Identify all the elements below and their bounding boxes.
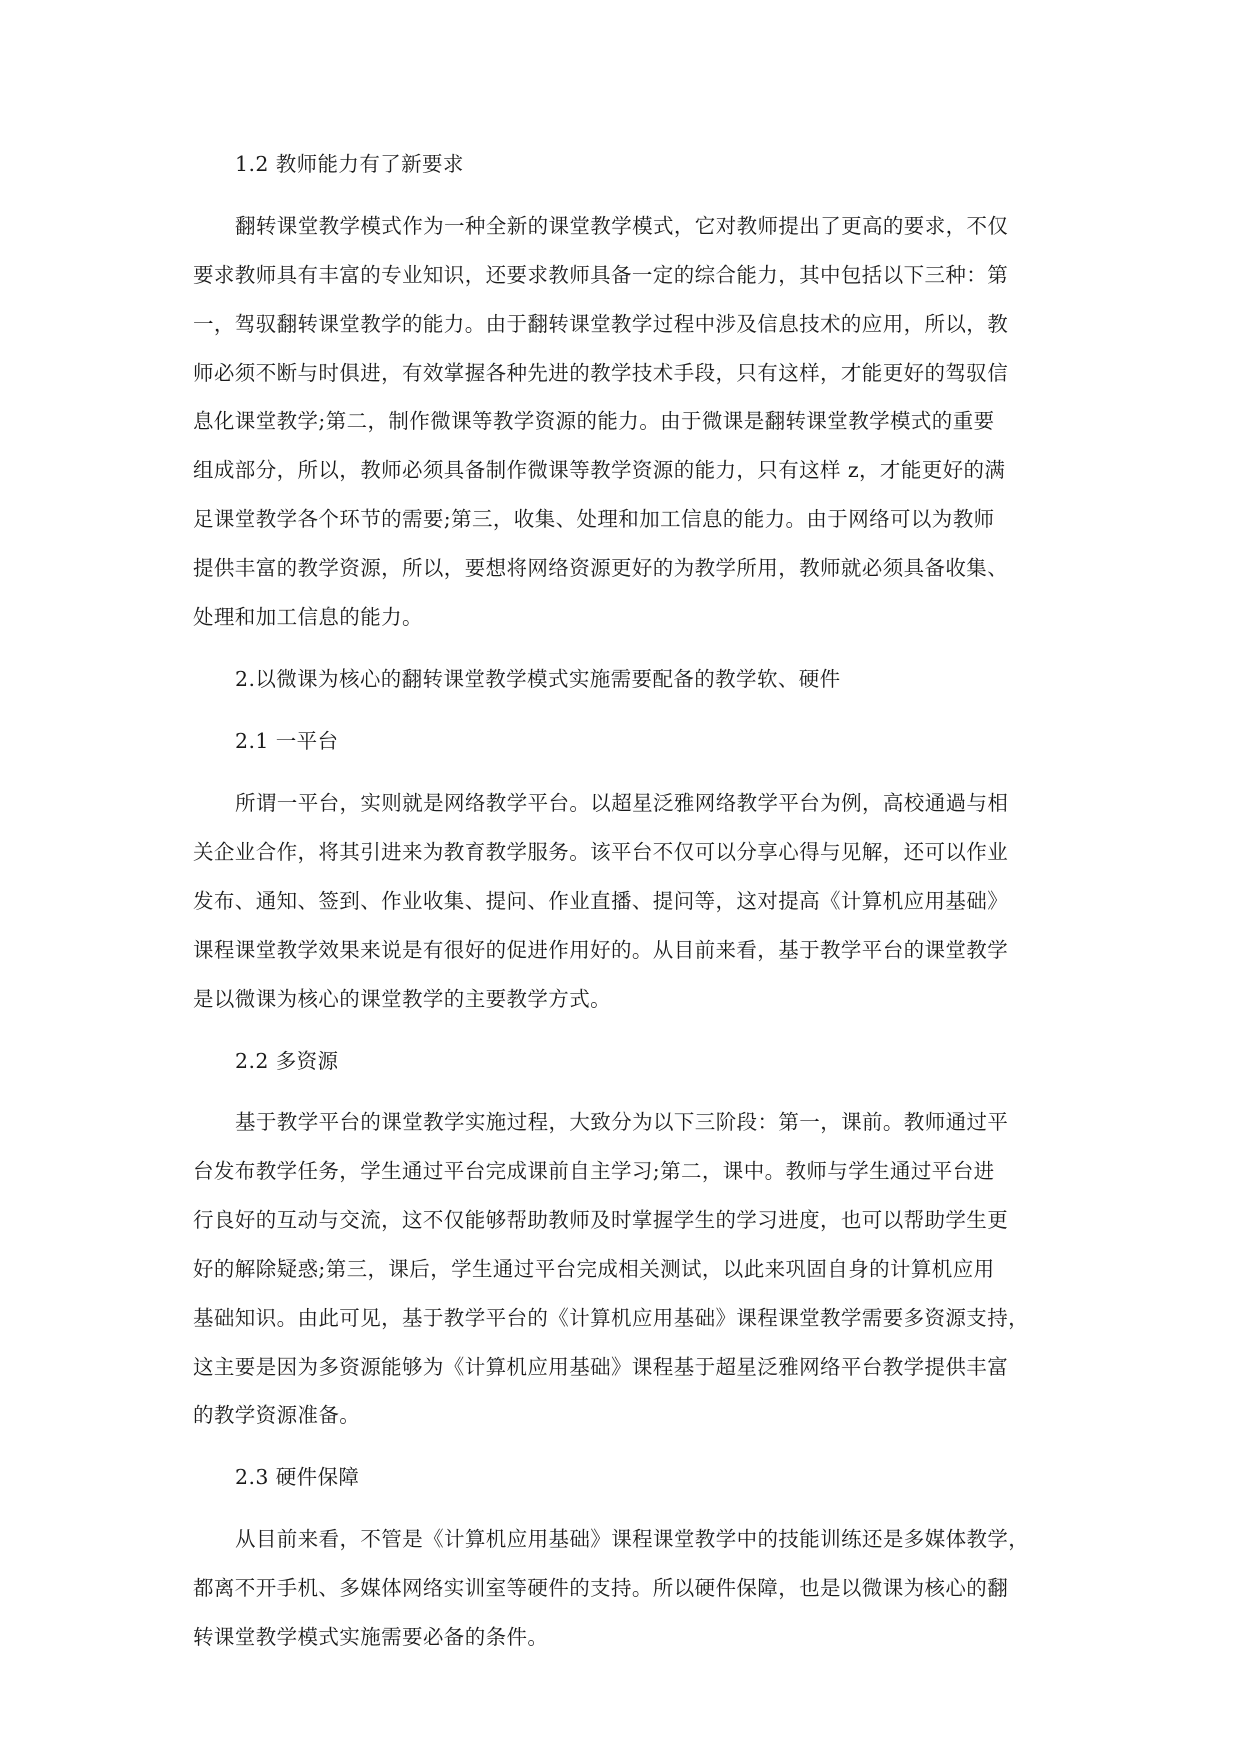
para3-line-2: 台发布教学任务，学生通过平台完成课前自主学习;第二，课中。教师与学生通过平台进: [193, 1159, 995, 1183]
heading-2: 2.以微课为核心的翻转课堂教学模式实施需要配备的教学软、硬件: [235, 667, 841, 691]
para1-line-6: 组成部分，所以，教师必须具备制作微课等教学资源的能力，只有这样 z，才能更好的满: [193, 458, 1006, 482]
para4-line-1: 从目前来看，不管是《计算机应用基础》课程课堂教学中的技能训练还是多媒体教学，: [235, 1527, 1030, 1551]
para1-line-8: 提供丰富的教学资源，所以，要想将网络资源更好的为教学所用，教师就必须具备收集、: [193, 556, 1009, 580]
para1-line-5: 息化课堂教学;第二，制作微课等教学资源的能力。由于微课是翻转课堂教学模式的重要: [193, 409, 995, 433]
para3-line-1: 基于教学平台的课堂教学实施过程，大致分为以下三阶段：第一，课前。教师通过平: [235, 1110, 1009, 1134]
para2-line-1: 所谓一平台，实则就是网络教学平台。以超星泛雅网络教学平台为例，高校通過与相: [235, 791, 1009, 815]
para3-line-3: 行良好的互动与交流，这不仅能够帮助教师及时掌握学生的学习进度，也可以帮助学生更: [193, 1208, 1009, 1232]
para1-line-1: 翻转课堂教学模式作为一种全新的课堂教学模式，它对教师提出了更高的要求，不仅: [235, 214, 1009, 238]
para2-line-4: 课程课堂教学效果来说是有很好的促进作用好的。从目前来看，基于教学平台的课堂教学: [193, 938, 1009, 962]
para4-line-2: 都离不开手机、多媒体网络实训室等硬件的支持。所以硬件保障，也是以微课为核心的翻: [193, 1576, 1009, 1600]
heading-2-1: 2.1 一平台: [235, 729, 339, 753]
para2-line-5: 是以微课为核心的课堂教学的主要教学方式。: [193, 987, 611, 1011]
para4-line-3: 转课堂教学模式实施需要必备的条件。: [193, 1625, 549, 1649]
para3-line-5: 基础知识。由此可见，基于教学平台的《计算机应用基础》课程课堂教学需要多资源支持，: [193, 1306, 1029, 1330]
heading-2-3: 2.3 硬件保障: [235, 1465, 360, 1489]
para2-line-3: 发布、通知、签到、作业收集、提问、作业直播、提问等，这对提高《计算机应用基础》: [193, 889, 1009, 913]
para3-line-7: 的教学资源准备。: [193, 1403, 361, 1427]
para1-line-2: 要求教师具有丰富的专业知识，还要求教师具备一定的综合能力，其中包括以下三种：第: [193, 263, 1009, 287]
heading-1-2: 1.2 教师能力有了新要求: [235, 152, 464, 176]
para2-line-2: 关企业合作，将其引进来为教育教学服务。该平台不仅可以分享心得与见解，还可以作业: [193, 840, 1009, 864]
para1-line-9: 处理和加工信息的能力。: [193, 605, 423, 629]
para1-line-7: 足课堂教学各个环节的需要;第三，收集、处理和加工信息的能力。由于网络可以为教师: [193, 507, 995, 531]
para3-line-6: 这主要是因为多资源能够为《计算机应用基础》课程基于超星泛雅网络平台教学提供丰富: [193, 1355, 1009, 1379]
para1-line-4: 师必须不断与时俱进，有效掌握各种先进的教学技术手段，只有这样，才能更好的驾驭信: [193, 361, 1009, 385]
heading-2-2: 2.2 多资源: [235, 1049, 339, 1073]
para1-line-3: 一，驾驭翻转课堂教学的能力。由于翻转课堂教学过程中涉及信息技术的应用，所以，教: [193, 312, 1009, 336]
para3-line-4: 好的解除疑惑;第三，课后，学生通过平台完成相关测试，以此来巩固自身的计算机应用: [193, 1257, 995, 1281]
